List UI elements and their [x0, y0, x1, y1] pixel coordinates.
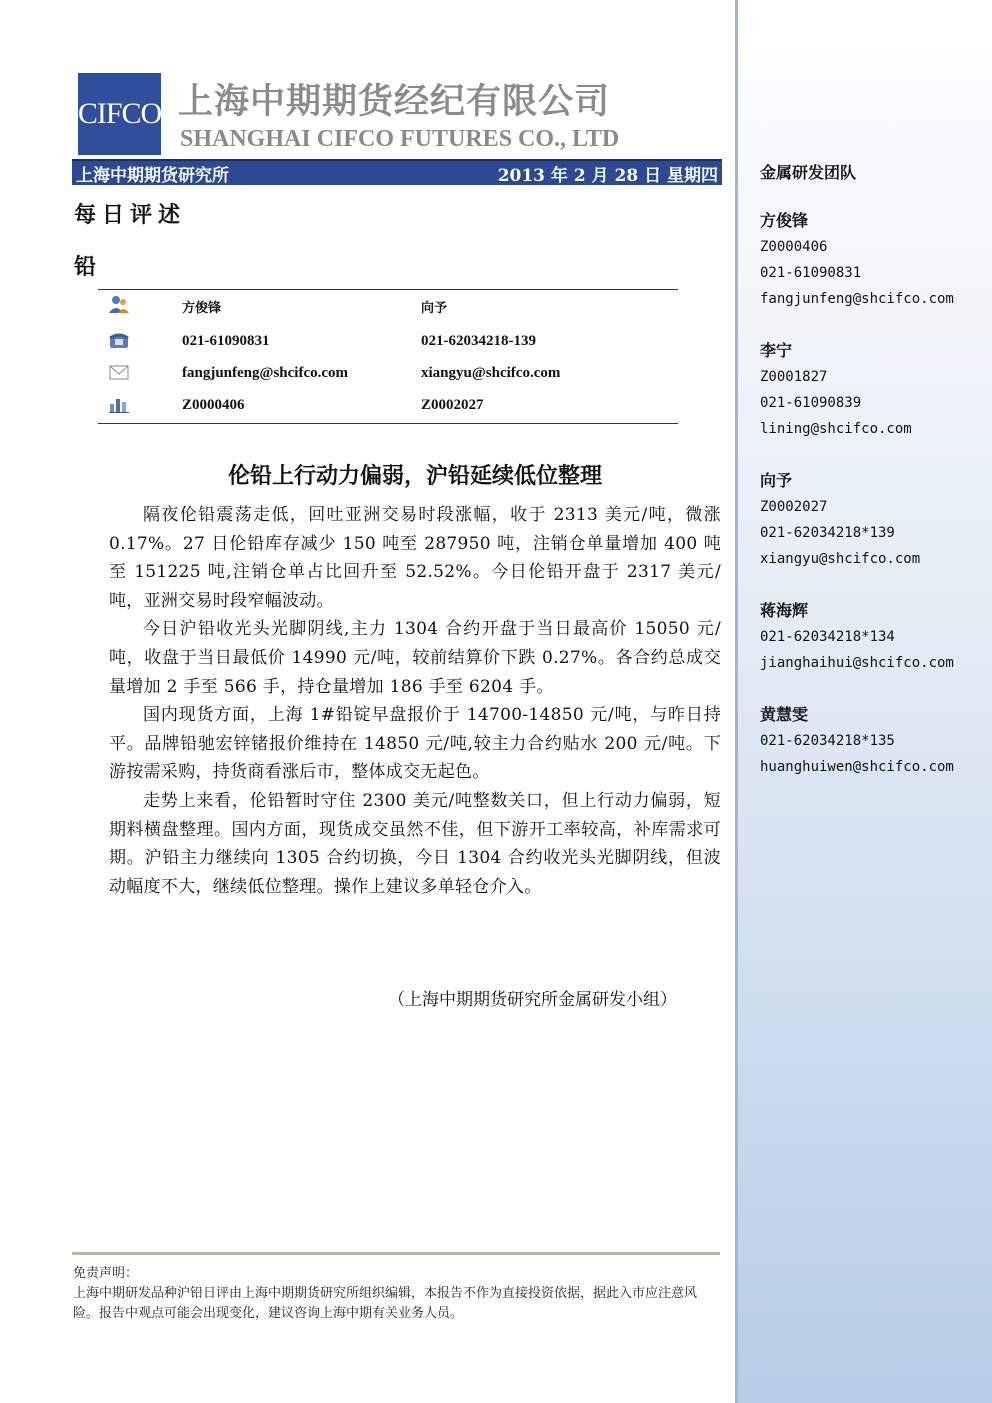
- contact-row-names: [98, 294, 678, 318]
- member-phone: 021-61090831: [760, 265, 862, 281]
- member-email[interactable]: xiangyu@shcifco.com: [760, 551, 921, 567]
- article-paragraph: 隔夜伦铅震荡走低，回吐亚洲交易时段涨幅，收于 2313 美元/吨，微涨 0.17%。27 日伦铅库存减少 150 吨至 287950 吨，注销仓单量增加 400 吨至 151225 吨,注销仓单占比回升至 52.52%。今日伦铅开盘于 2317 美元/吨，亚洲交易时段窄幅波动。: [109, 505, 721, 611]
- company-name-cn: 上海中期期货经纪有限公司: [178, 82, 611, 122]
- contact-email[interactable]: fangjunfeng@shcifco.com: [182, 365, 349, 381]
- envelope-icon: [108, 362, 130, 382]
- team-member: [760, 702, 954, 780]
- disclaimer: [73, 1264, 721, 1324]
- team-member: [760, 208, 954, 312]
- report-type: 每日评述: [74, 202, 187, 228]
- disclaimer-title: 免责声明：: [73, 1266, 139, 1281]
- member-id: Z0002027: [760, 499, 828, 515]
- company-logo: CIFCO: [78, 73, 161, 155]
- team-member: [760, 338, 912, 442]
- member-email[interactable]: huanghuiwen@shcifco.com: [760, 759, 954, 775]
- article-paragraph: 国内现货方面，上海 1#铅锭早盘报价于 14700-14850 元/吨，与昨日持平。品牌铅驰宏锌锗报价维持在 14850 元/吨,较主力合约贴水 200 元/吨。下游按需采购，持货商看涨后市，整体成交无起色。: [109, 705, 721, 783]
- member-id: Z0000406: [760, 239, 828, 255]
- member-name: 黄慧雯: [760, 705, 809, 724]
- member-id: Z0001827: [760, 369, 828, 385]
- member-phone: 021-62034218*134: [760, 629, 895, 645]
- person-icon: [108, 294, 130, 314]
- article-body: [109, 501, 721, 901]
- member-phone: 021-62034218*135: [760, 733, 895, 749]
- company-name-en: SHANGHAI CIFCO FUTURES CO., LTD: [180, 126, 620, 152]
- member-email[interactable]: lining@shcifco.com: [760, 421, 912, 437]
- article-paragraph: 走势上来看，伦铅暂时守住 2300 美元/吨整数关口，但上行动力偏弱，短期料横盘整理。国内方面，现货成交虽然不佳，但下游开工率较高，补库需求可期。沪铅主力继续向 1305 合约切换，今日 1304 合约收光头光脚阴线，但波动幅度不大，继续低位整理。操作上建议多单轻仓介入。: [109, 790, 721, 897]
- institute-name: 上海中期期货研究所: [76, 165, 229, 186]
- phone-icon: [108, 330, 130, 350]
- chart-icon: [108, 394, 130, 414]
- team-title: 金属研发团队: [760, 163, 857, 182]
- report-date: 2013 年 2 月 28 日 星期四: [497, 165, 718, 186]
- member-phone: 021-62034218*139: [760, 525, 895, 541]
- team-member: [760, 598, 954, 676]
- disclaimer-divider: [72, 1252, 720, 1255]
- contact-row-ids: [98, 394, 678, 418]
- member-name: 方俊锋: [760, 211, 809, 230]
- member-name: 蒋海辉: [760, 601, 809, 620]
- member-phone: 021-61090839: [760, 395, 862, 411]
- article-paragraph: 今日沪铅收光头光脚阴线,主力 1304 合约开盘于当日最高价 15050 元/吨，收盘于当日最低价 14990 元/吨，较前结算价下跌 0.27%。各合约总成交量增加 2 手至 566 手，持仓量增加 186 手至 6204 手。: [109, 619, 721, 697]
- contact-table: [98, 289, 678, 424]
- contact-license-id: Z0002027: [421, 397, 484, 413]
- contact-phone: 021-61090831: [182, 333, 270, 349]
- member-name: 李宁: [760, 341, 793, 360]
- contact-name: 向予: [421, 301, 448, 316]
- member-email[interactable]: jianghaihui@shcifco.com: [760, 655, 954, 671]
- commodity-title: 铅: [74, 254, 97, 280]
- contact-row-phones: [98, 330, 678, 354]
- contact-phone: 021-62034218-139: [421, 333, 536, 349]
- research-team-sidebar: [735, 0, 992, 1403]
- disclaimer-text: 上海中期研发品种沪铅日评由上海中期期货研究所组织编辑，本报告不作为直接投资依据，据此入市应注意风险。报告中观点可能会出现变化，建议咨询上海中期有关业务人员。: [73, 1286, 698, 1321]
- contact-email[interactable]: xiangyu@shcifco.com: [421, 365, 561, 381]
- member-email[interactable]: fangjunfeng@shcifco.com: [760, 291, 954, 307]
- header-bar: [72, 159, 722, 185]
- article-headline: 伦铅上行动力偏弱，沪铅延续低位整理: [227, 464, 602, 489]
- member-name: 向予: [760, 471, 793, 490]
- contact-license-id: Z0000406: [182, 397, 245, 413]
- contact-name: 方俊锋: [182, 301, 222, 316]
- contact-row-emails: [98, 362, 678, 386]
- article-signature: （上海中期期货研究所金属研发小组）: [388, 990, 677, 1010]
